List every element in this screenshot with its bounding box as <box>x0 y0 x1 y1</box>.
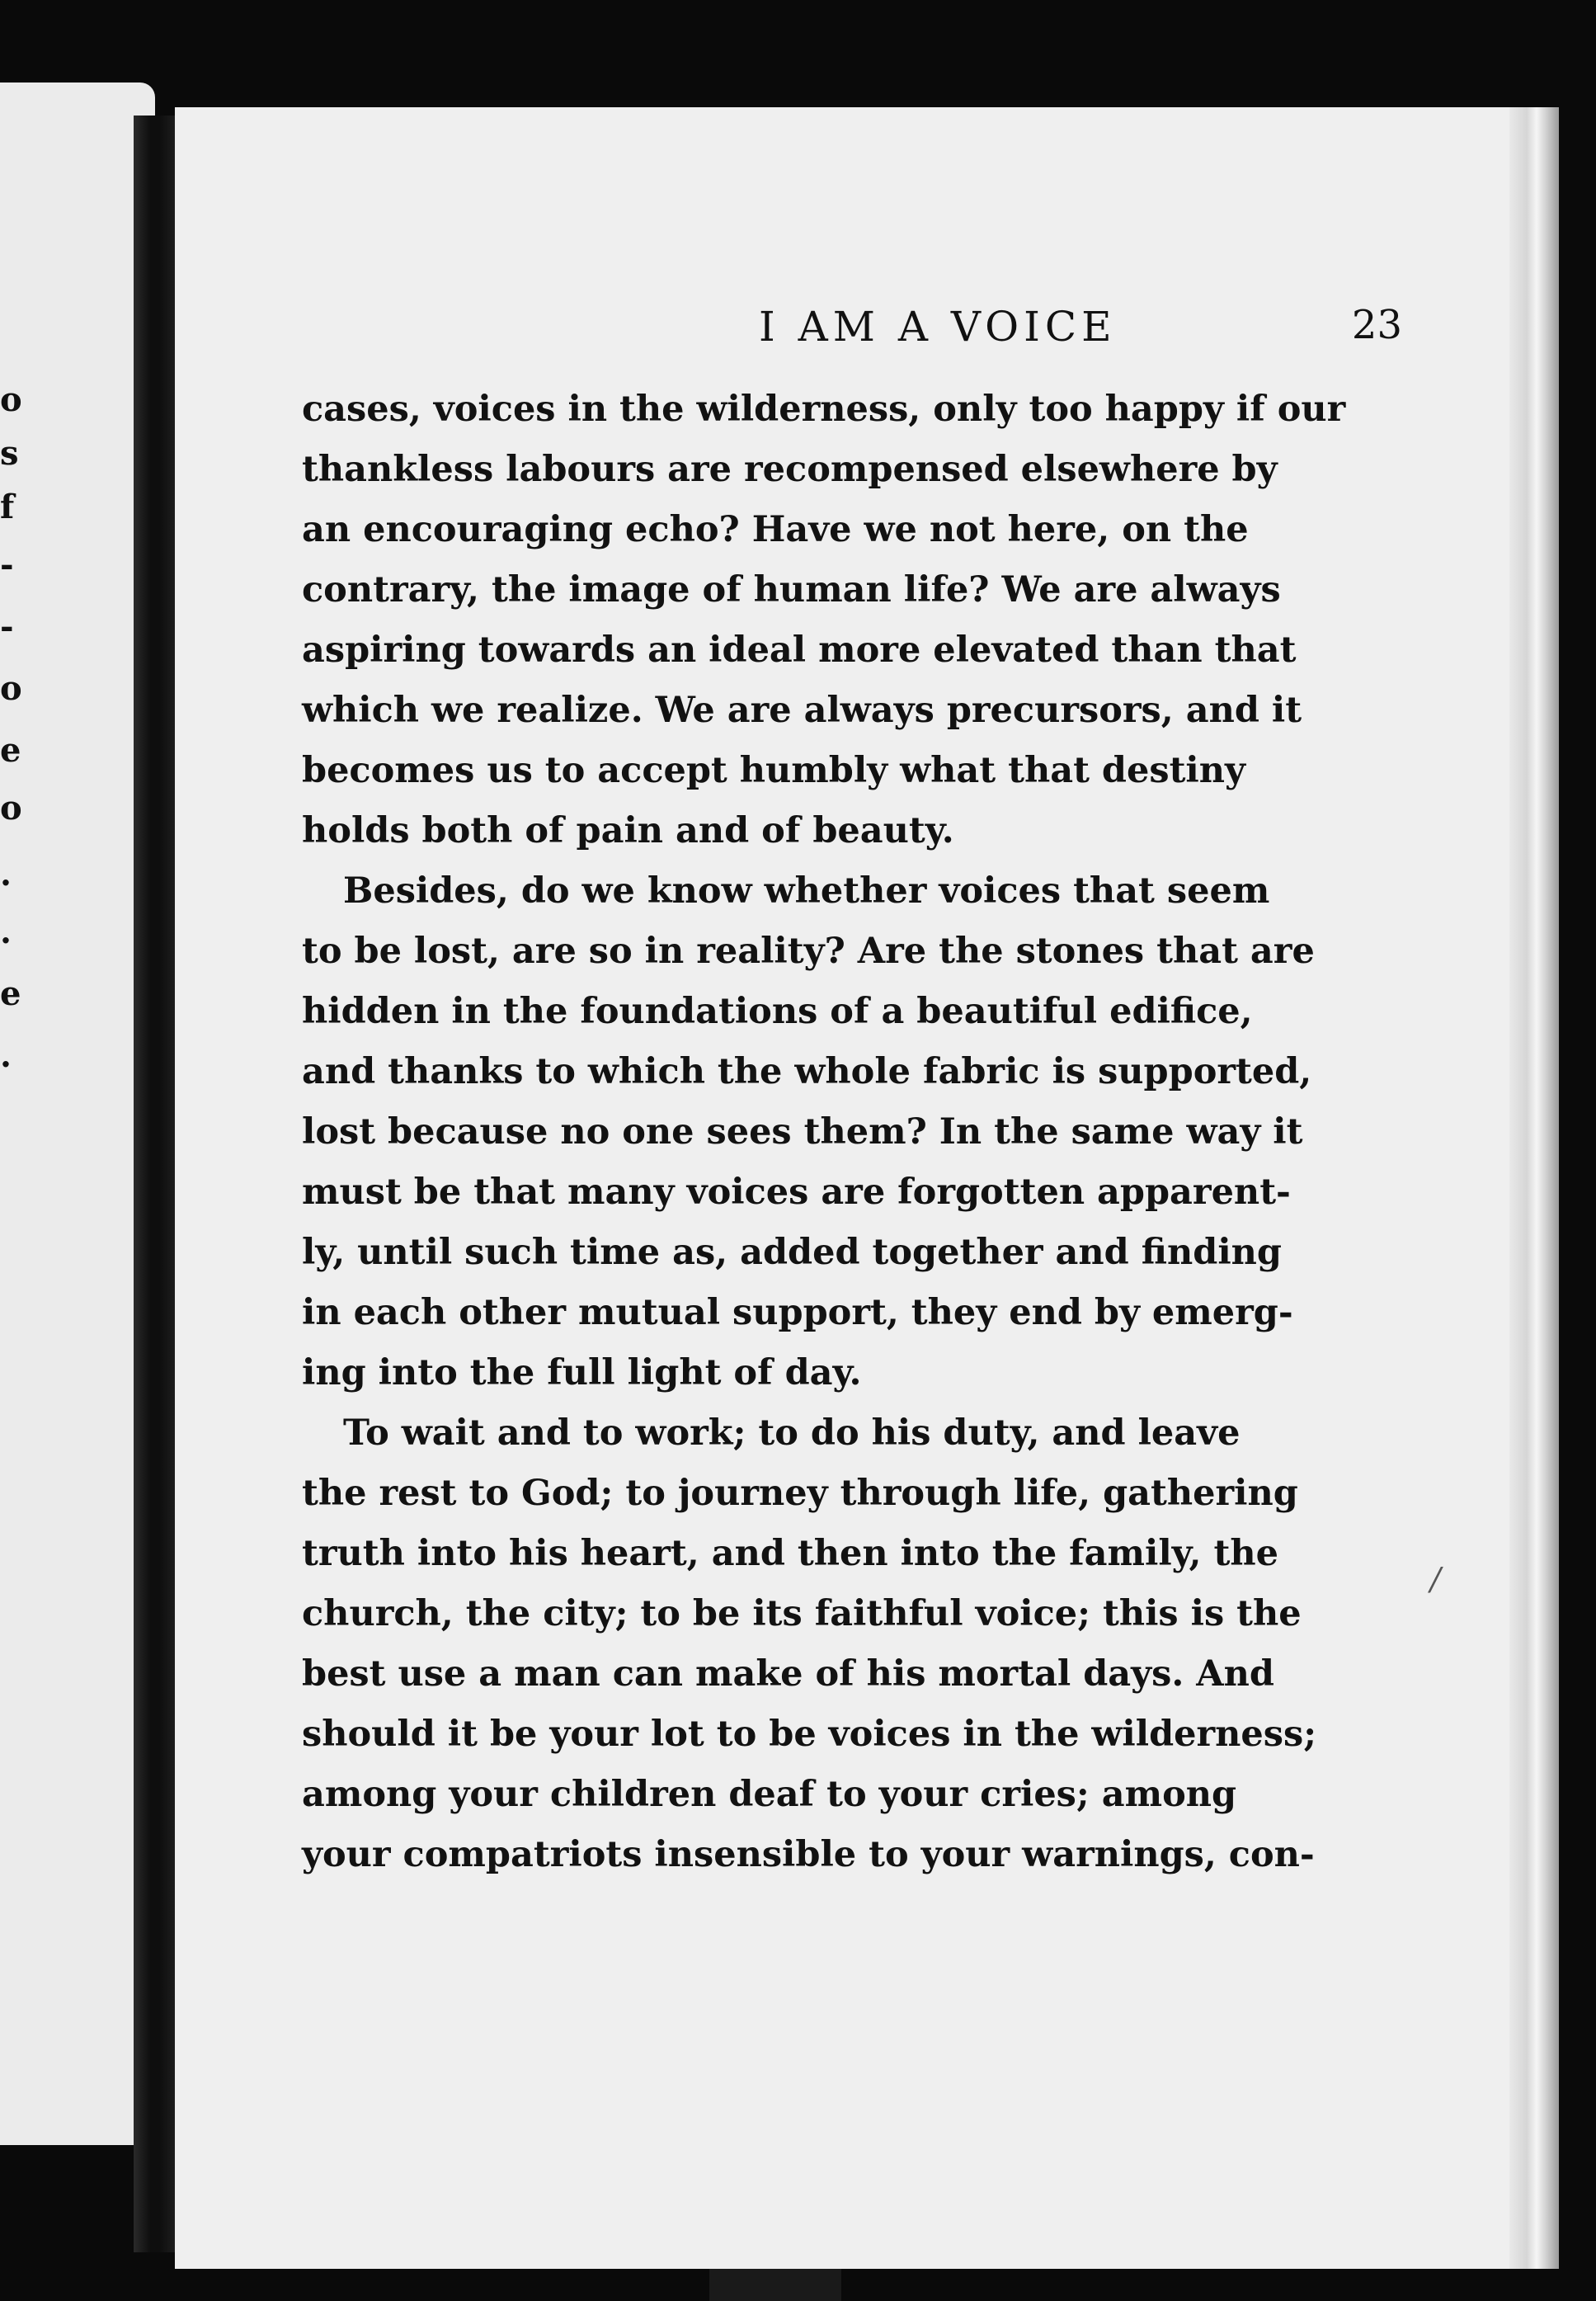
body-text <box>302 380 1346 1885</box>
fragment: o <box>0 669 22 708</box>
fragment: - <box>0 545 14 584</box>
text-line: your compatriots insensible to your warnings, con- <box>302 1834 1315 1875</box>
fragment: o <box>0 380 22 419</box>
page-edge-shadow <box>1509 107 1559 2269</box>
text-line: ly, until such time as, added together and finding <box>302 1232 1282 1273</box>
fragment: - <box>0 607 14 646</box>
text-line: To wait and to work; to do his duty, and leave <box>343 1412 1241 1454</box>
text-line: becomes us to accept humbly what that destiny <box>302 750 1246 791</box>
text-line: among your children deaf to your cries; among <box>302 1774 1237 1815</box>
text-line: lost because no one sees them? In the same way it <box>302 1111 1303 1153</box>
text-line: Besides, do we know whether voices that seem <box>343 870 1270 912</box>
fragment: s <box>0 434 19 473</box>
text-line: an encouraging echo? Have we not here, on the <box>302 509 1249 550</box>
fragment: . <box>0 912 12 951</box>
text-line: in each other mutual support, they end by emerg- <box>302 1292 1293 1333</box>
text-line: cases, voices in the wilderness, only too happy if our <box>302 389 1346 430</box>
book-gutter <box>134 116 177 2252</box>
text-line: to be lost, are so in reality? Are the stones that are <box>302 931 1315 972</box>
text-line: church, the city; to be its faithful voice; this is the <box>302 1593 1302 1634</box>
fragment: f <box>0 488 15 526</box>
text-line: thankless labours are recompensed elsewhere by <box>302 449 1278 490</box>
text-line: and thanks to which the whole fabric is supported, <box>302 1051 1312 1092</box>
paragraph <box>302 380 1346 861</box>
binding-edge <box>709 2269 841 2301</box>
page-number: 23 <box>1351 302 1402 348</box>
text-line: contrary, the image of human life? We are always <box>302 569 1281 611</box>
text-line: aspiring towards an ideal more elevated than that <box>302 629 1297 671</box>
running-head <box>297 302 1402 368</box>
text-line: holds both of pain and of beauty. <box>302 810 954 851</box>
text-line: should it be your lot to be voices in the wilderness; <box>302 1714 1317 1755</box>
fragment: e <box>0 974 21 1013</box>
stray-pencil-mark: / <box>1430 1561 1441 1597</box>
running-head-title: I AM A VOICE <box>759 303 1117 351</box>
text-line: truth into his heart, and then into the family, the <box>302 1533 1278 1574</box>
text-line: which we realize. We are always precursors, and it <box>302 690 1302 731</box>
text-line: must be that many voices are forgotten apparent- <box>302 1172 1291 1213</box>
book-page <box>175 107 1559 2269</box>
fragment: . <box>0 855 12 894</box>
text-line: the rest to God; to journey through life, gathering <box>302 1473 1298 1514</box>
fragment: e <box>0 731 21 770</box>
paragraph <box>302 861 1315 1403</box>
text-line: ing into the full light of day. <box>302 1352 862 1393</box>
text-line: best use a man can make of his mortal days. And <box>302 1653 1274 1695</box>
text-line: hidden in the foundations of a beautiful edifice, <box>302 991 1253 1032</box>
fragment: . <box>0 1036 12 1075</box>
paragraph <box>302 1403 1317 1885</box>
facing-page-left <box>0 83 155 2145</box>
fragment: o <box>0 789 22 828</box>
facing-page-text-fragments <box>0 83 33 2145</box>
